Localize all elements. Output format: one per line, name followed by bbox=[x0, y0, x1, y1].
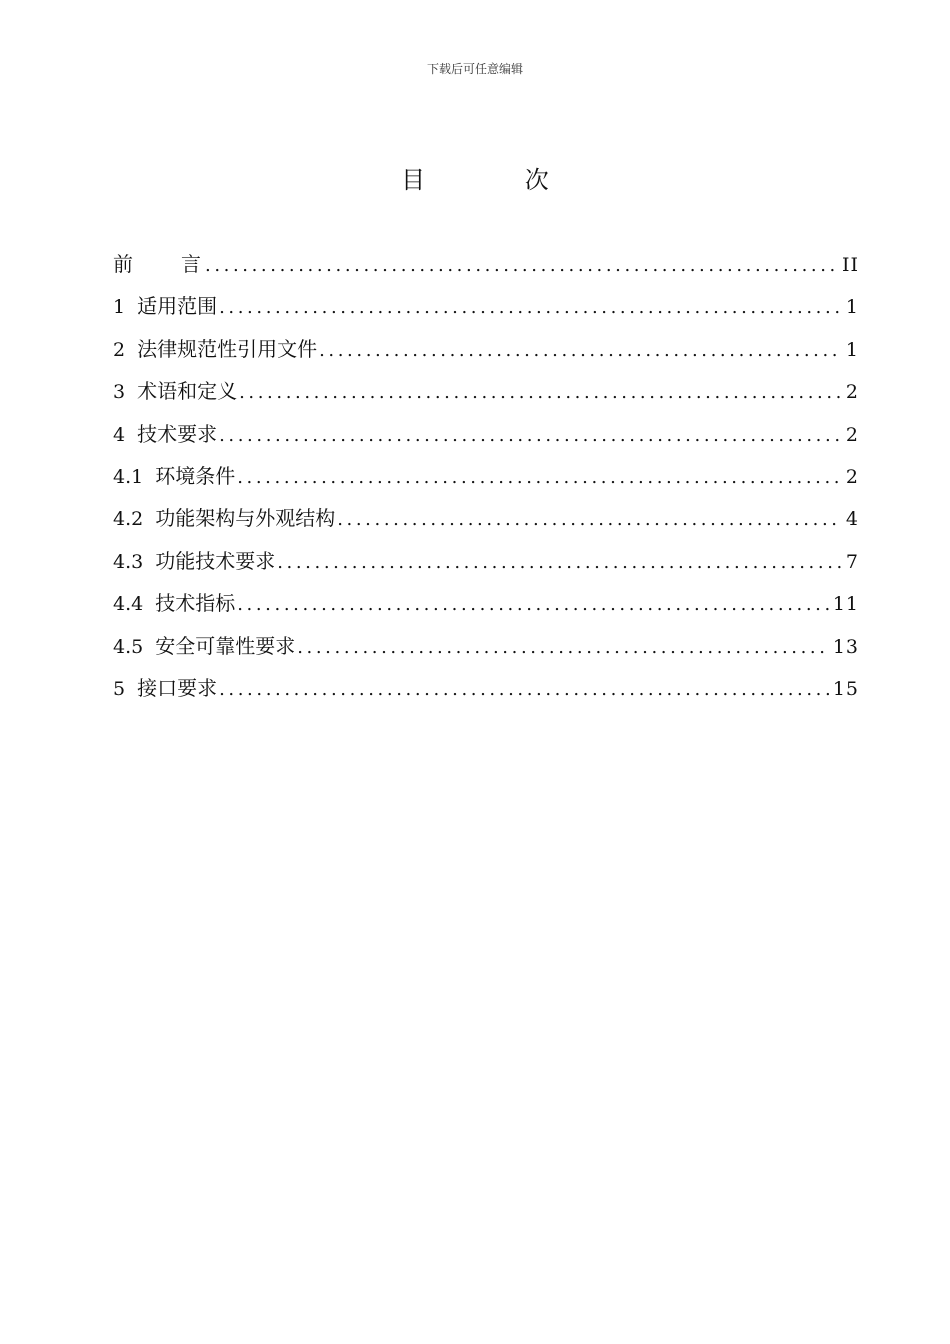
toc-leader-dots bbox=[237, 584, 829, 626]
toc-title: 目 次 bbox=[401, 166, 595, 194]
toc-entry-number: 3 bbox=[113, 381, 126, 404]
toc-entry-page: 4 bbox=[845, 508, 859, 531]
toc-entry-page: 2 bbox=[845, 381, 859, 404]
toc-entry-page: II bbox=[841, 254, 859, 276]
toc-entry[interactable] bbox=[113, 497, 859, 539]
toc-entry-label: 技术要求 bbox=[137, 421, 218, 446]
toc-entry-label: 适用范围 bbox=[137, 294, 218, 319]
toc-entry[interactable] bbox=[113, 455, 859, 497]
toc-entry-label: 技术指标 bbox=[155, 591, 236, 616]
toc-entry-number: 4.1 bbox=[113, 465, 144, 488]
toc-entry-label: 接口要求 bbox=[137, 675, 218, 700]
toc-leader-dots bbox=[239, 372, 842, 414]
toc-entry-number: 4 bbox=[113, 423, 126, 446]
toc-entry-page: 2 bbox=[845, 423, 859, 446]
toc-leader-dots bbox=[205, 245, 838, 287]
toc-entry-label: 安全可靠性要求 bbox=[155, 633, 296, 658]
toc-entry-number: 4.3 bbox=[113, 550, 144, 573]
toc-entry[interactable] bbox=[113, 370, 859, 412]
toc-leader-dots bbox=[337, 499, 842, 541]
toc-entry-page: 2 bbox=[845, 465, 859, 488]
toc-entry-number: 4.4 bbox=[113, 593, 144, 616]
toc-leader-dots bbox=[219, 287, 842, 329]
toc-entry-label: 功能架构与外观结构 bbox=[155, 506, 336, 531]
toc-entry[interactable] bbox=[113, 667, 859, 709]
toc-entry-number: 4.5 bbox=[113, 635, 144, 658]
toc-entry[interactable] bbox=[113, 540, 859, 582]
toc-entry-number: 1 bbox=[113, 296, 126, 319]
toc-leader-dots bbox=[319, 330, 842, 372]
toc-entry-page: 1 bbox=[845, 296, 859, 319]
toc-entry-page: 15 bbox=[832, 677, 859, 700]
toc-entry-page: 13 bbox=[832, 635, 859, 658]
toc-leader-dots bbox=[277, 542, 842, 584]
toc-leader-dots bbox=[219, 669, 829, 711]
header-note: 下载后可任意编辑 bbox=[426, 62, 523, 76]
toc-entry-label: 前言 bbox=[113, 252, 249, 276]
toc-leader-dots bbox=[237, 457, 842, 499]
toc-entry-label: 法律规范性引用文件 bbox=[137, 336, 318, 361]
toc-entry[interactable] bbox=[113, 582, 859, 624]
toc-entry-number: 2 bbox=[113, 338, 126, 361]
toc-entry-page: 1 bbox=[845, 338, 859, 361]
table-of-contents bbox=[113, 243, 859, 709]
toc-entry[interactable] bbox=[113, 625, 859, 667]
toc-entry-number: 5 bbox=[113, 677, 126, 700]
toc-entry-label: 功能技术要求 bbox=[155, 548, 276, 573]
toc-entry[interactable] bbox=[113, 328, 859, 370]
toc-entry-page: 11 bbox=[832, 593, 859, 616]
toc-entry[interactable] bbox=[113, 243, 859, 285]
toc-leader-dots bbox=[297, 627, 829, 669]
toc-entry[interactable] bbox=[113, 413, 859, 455]
toc-leader-dots bbox=[219, 415, 842, 457]
toc-entry-page: 7 bbox=[845, 550, 859, 573]
toc-entry-number: 4.2 bbox=[113, 508, 144, 531]
toc-entry-label: 环境条件 bbox=[155, 463, 236, 488]
toc-entry-label: 术语和定义 bbox=[137, 379, 238, 404]
toc-entry[interactable] bbox=[113, 285, 859, 327]
